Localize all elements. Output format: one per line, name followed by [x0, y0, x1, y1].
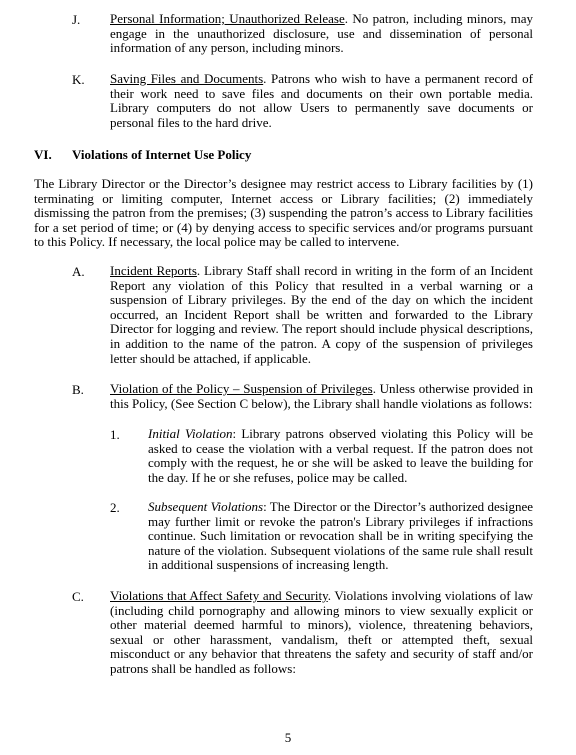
section-title: Violations of Internet Use Policy [72, 147, 252, 162]
section-intro: The Library Director or the Director’s designee may restrict access to Library facilities by (1) terminating or limiting computer, Internet access or Library facilities; (2) immediately dismissing the patron from the premises; (3) suspending the patron’s access to Library facilities for a set period of time; or (4) by denying access to specific services and/or programs pursuant to this Policy. If necessary, the local police may be called to intervene. [34, 176, 533, 250]
item-letter: J. [72, 12, 81, 27]
section-number: VI. [34, 147, 52, 162]
item-letter: A. [72, 264, 85, 279]
item-letter: C. [72, 589, 84, 604]
item-title: Violation of the Policy – Suspension of Privileges [110, 381, 373, 396]
subitem-title: Initial Violation [148, 426, 233, 441]
item-body [110, 12, 533, 56]
subitem-body [148, 427, 533, 485]
subitem-number: 2. [110, 500, 120, 515]
item-letter: B. [72, 382, 84, 397]
item-text: . Unless otherwise provided in this Policy, (See Section C below), the Library shall handle violations as follows: [110, 381, 533, 411]
item-title: Incident Reports [110, 263, 197, 278]
item-title: Saving Files and Documents [110, 71, 264, 86]
item-letter: K. [72, 72, 85, 87]
subitem-text: : The Director or the Director’s authorized designee may further limit or revoke the patron's Library privileges if infractions continue. Such limitation or revocation shall be in writing specifying the nature of the violation. Subsequent violations of the same rule shall result in additional suspensions of increasing length. [148, 499, 533, 573]
page-number: 5 [284, 730, 292, 745]
item-title: Violations that Affect Safety and Security [110, 588, 328, 603]
item-text: . Library Staff shall record in writing in the form of an Incident Report any violation of this Policy that resulted in a verbal warning or a suspension of Library privileges. By the end of the day on which the incident occurred, an Incident Report shall be written and forwarded to the Library Director for logging and review. The report should include physical descriptions, in addition to the name of the patron. A copy of the suspension of privileges letter should be attached, if applicable. [110, 263, 533, 366]
item-text: . Violations involving violations of law (including child pornography and allowing minors to view sexually explicit or other material deemed harmful to minors), violence, threatening behaviors, sexual or other harassment, vandalism, theft or attempted theft, sexual misconduct or any behavior that threatens the safety and security of staff and/or patrons shall be handled as follows: [110, 588, 533, 676]
item-text: . Patrons who wish to have a permanent record of their work need to save files and documents on their own portable media. Library computers do not allow Users to permanently save documents or personal files to the hard drive. [110, 71, 533, 130]
subitem-number: 1. [110, 427, 120, 442]
item-body [110, 72, 533, 130]
subitem-body [148, 500, 533, 573]
item-title: Personal Information; Unauthorized Release [110, 11, 345, 26]
item-text: . No patron, including minors, may engage in the unauthorized disclosure, use and dissemination of personal information of any person, including minors. [110, 11, 533, 56]
subitem-title: Subsequent Violations [148, 499, 264, 514]
subitem-text: : Library patrons observed violating this Policy will be asked to cease the violation with a verbal request. If the patron does not comply with the request, he or she will be asked to leave the building for the day. If he or she refuses, police may be called. [148, 426, 534, 485]
item-body [110, 589, 533, 677]
item-body [110, 382, 533, 411]
item-body [110, 264, 533, 366]
